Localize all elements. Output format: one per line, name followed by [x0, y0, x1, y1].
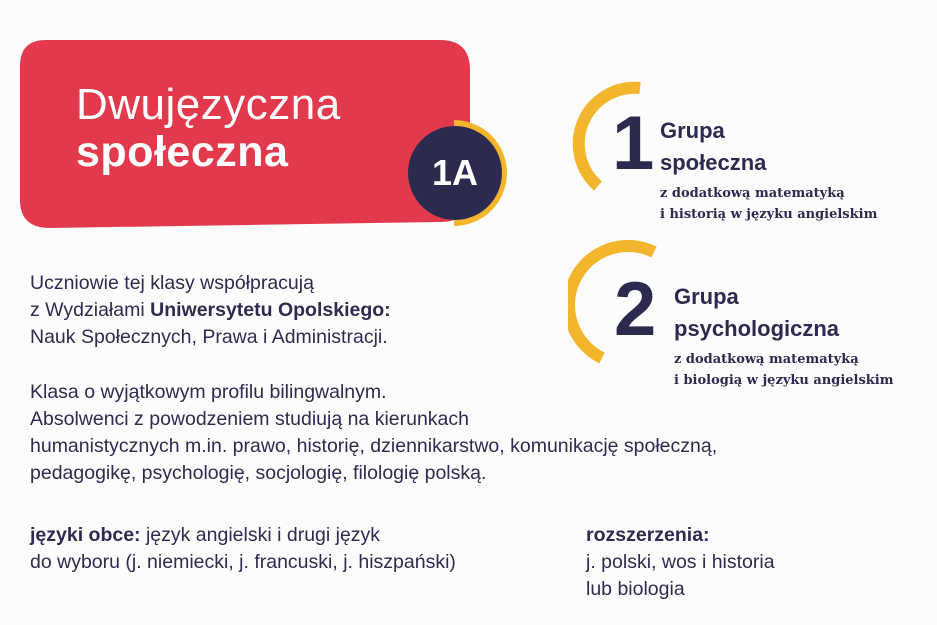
group-1-title-line2: społeczna [660, 150, 767, 175]
languages-line1 [30, 522, 456, 549]
languages-label: języki obce: [30, 524, 141, 546]
class-badge: 1A [408, 126, 502, 220]
university-name: Uniwersytetu Opolskiego: [150, 299, 391, 321]
languages-line1-rest: język angielski i drugi język [140, 524, 381, 546]
banner-title-line2: społeczna [76, 128, 289, 176]
profile-line4: pedagogikę, psychologię, socjologię, filologię polską. [30, 462, 487, 484]
profile-line2: Absolwenci z powodzeniem studiują na kierunkach [30, 408, 469, 430]
group-2-sub-line2: i biologią w języku angielskim [674, 373, 894, 388]
extensions-line1: j. polski, wos i historia [586, 551, 775, 573]
intro-line2 [30, 297, 391, 324]
group-1-sub-line1: z dodatkową matematyką [660, 186, 845, 201]
group-2-number: 2 [614, 267, 657, 352]
extensions-line2: lub biologia [586, 578, 685, 600]
extensions-section [586, 522, 775, 603]
intro-line3: Nauk Społecznych, Prawa i Administracji. [30, 326, 388, 348]
group-1-number: 1 [612, 101, 655, 186]
banner-title-line1: Dwujęzyczna [76, 80, 341, 129]
group-2-title-line2: psychologiczna [674, 316, 840, 341]
group-1-sub-line2: i historią w języku angielskim [660, 207, 878, 222]
profile-paragraph [30, 379, 717, 487]
extensions-label: rozszerzenia: [586, 524, 710, 546]
languages-section [30, 522, 456, 576]
group-1-title-line1: Grupa [660, 118, 725, 143]
group-2-sub-line1: z dodatkową matematyką [674, 352, 859, 367]
profile-line1: Klasa o wyjątkowym profilu bilingwalnym. [30, 381, 387, 403]
intro-line1: Uczniowie tej klasy współpracują [30, 272, 314, 294]
intro-line2-prefix: z Wydziałami [30, 299, 151, 321]
languages-line2: do wyboru (j. niemiecki, j. francuski, j. hiszpański) [30, 551, 456, 573]
intro-paragraph [30, 270, 391, 351]
profile-line3: humanistycznych m.in. prawo, historię, dziennikarstwo, komunikację społeczną, [30, 435, 718, 457]
group-2-title-line1: Grupa [674, 284, 739, 309]
